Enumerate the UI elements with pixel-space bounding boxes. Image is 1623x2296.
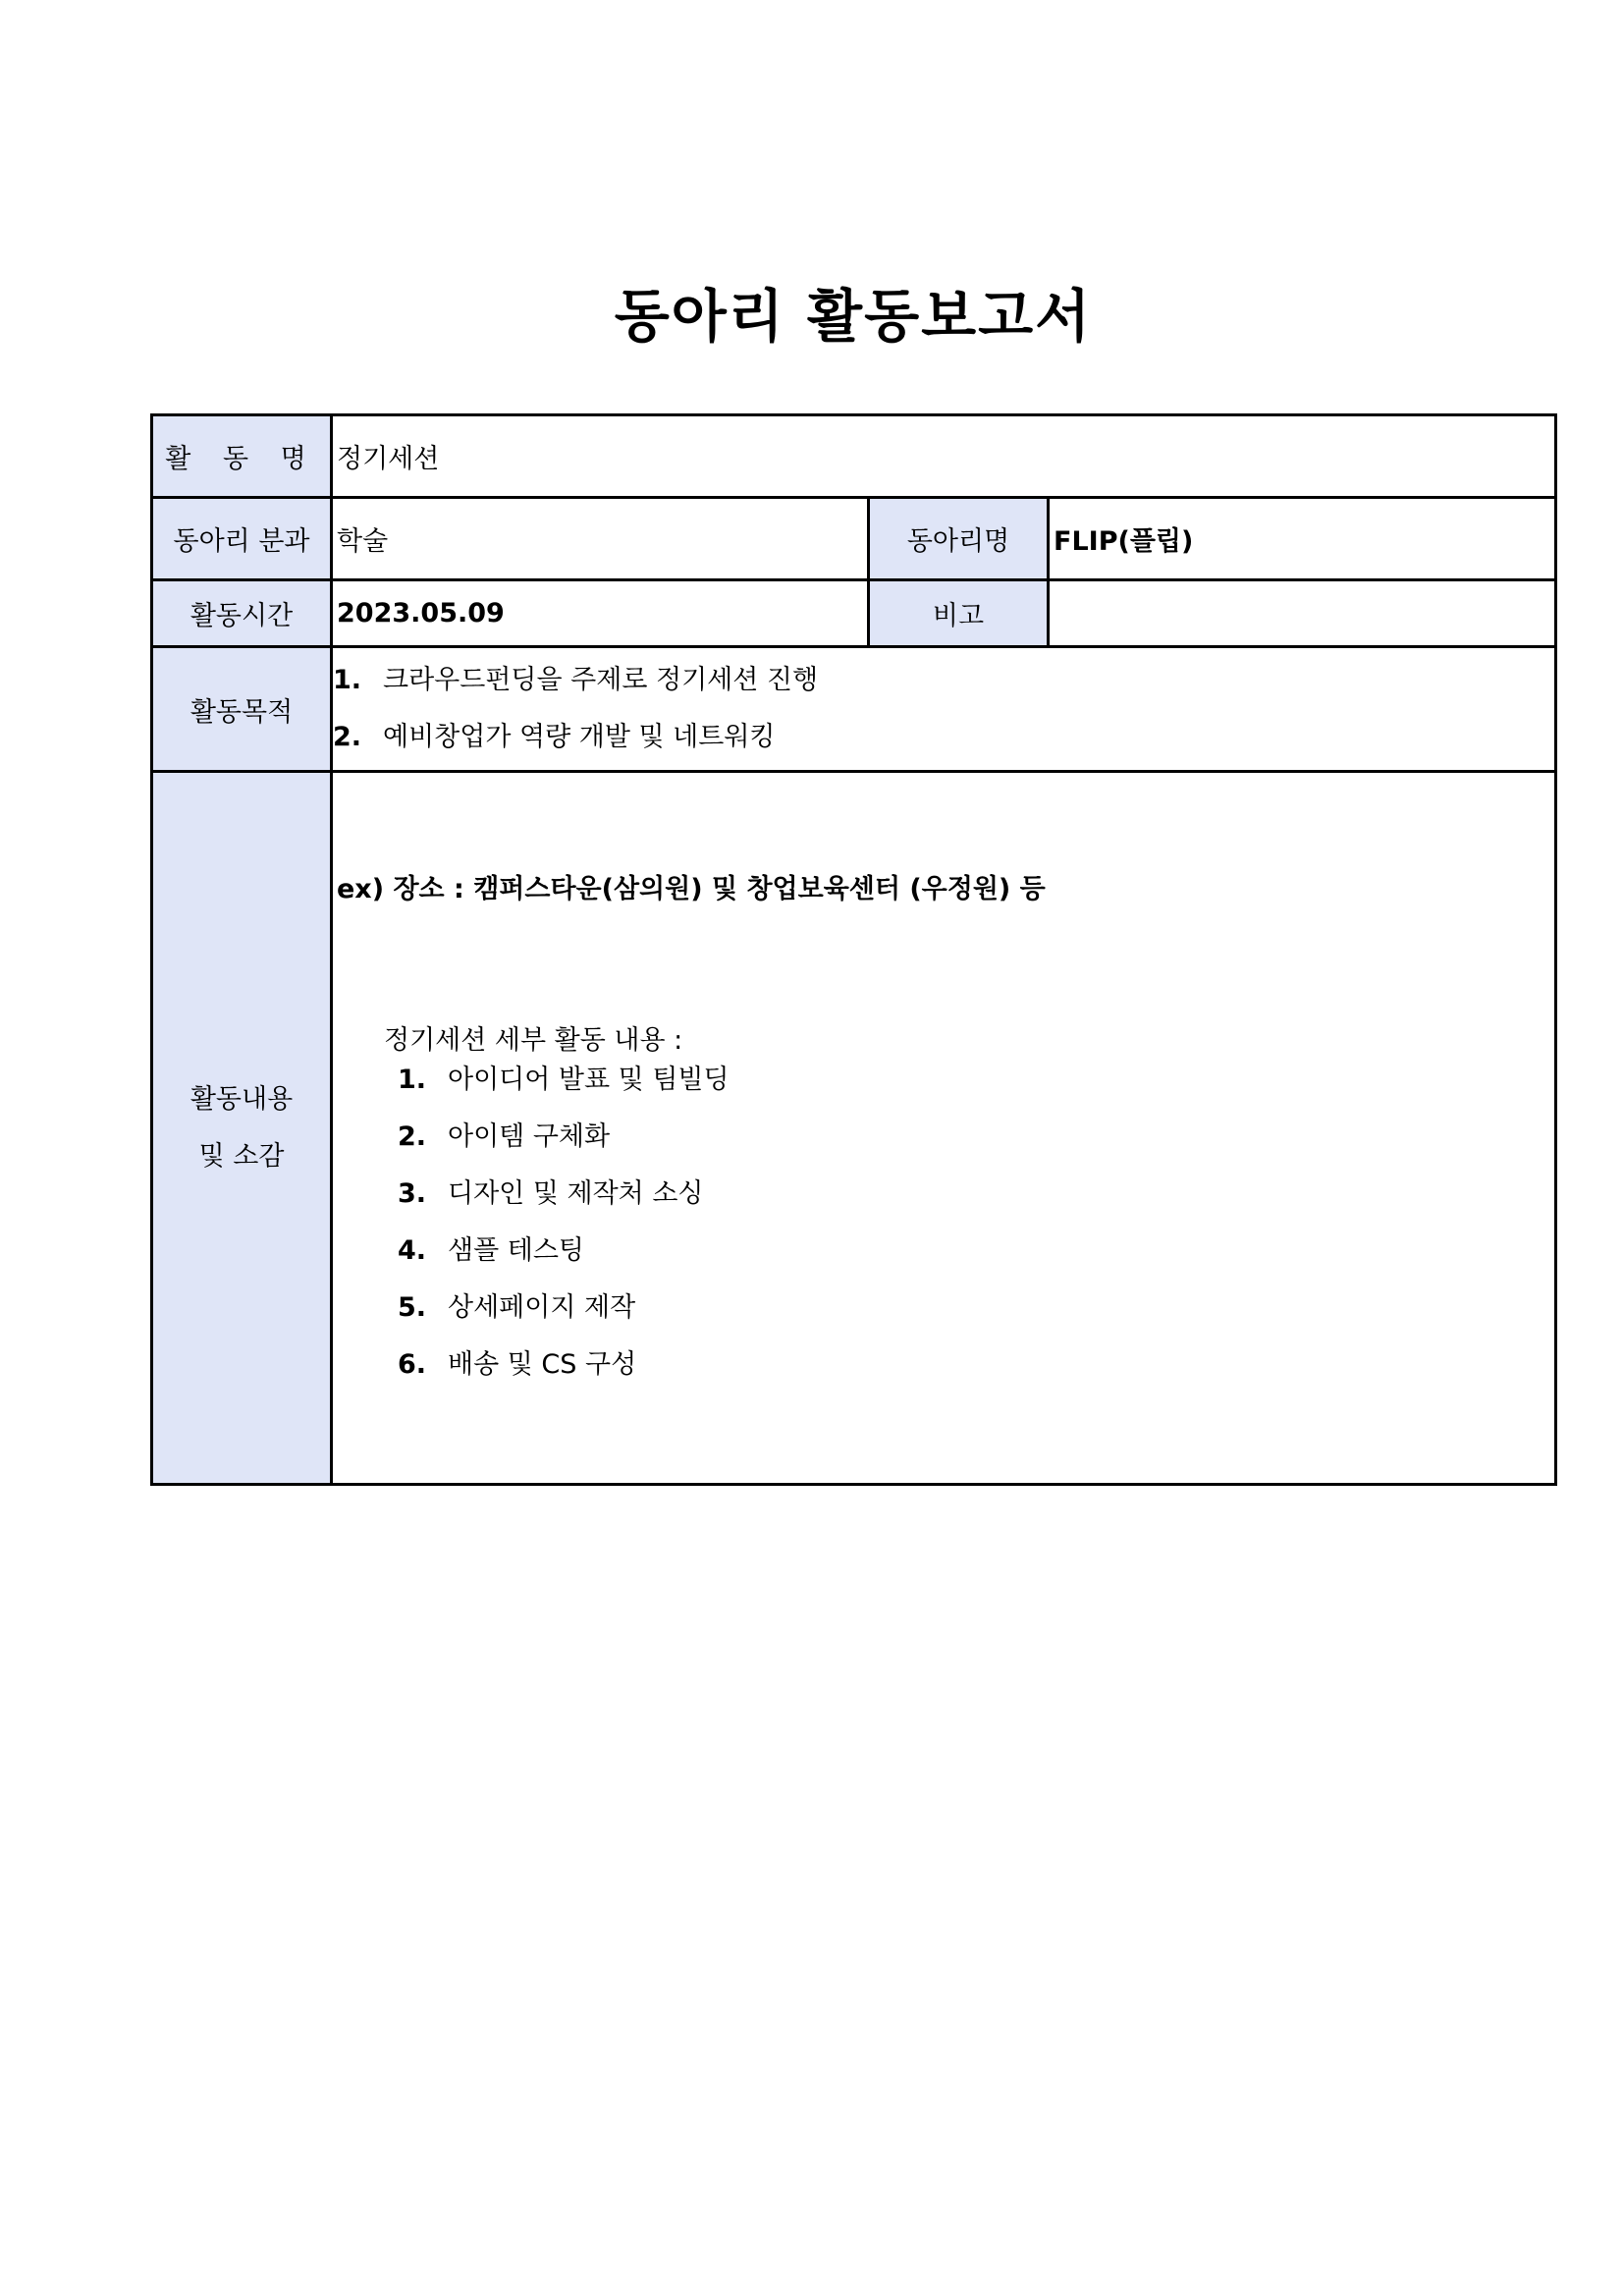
list-item-text: 아이디어 발표 및 팀빌딩 [448, 1065, 730, 1095]
content-value [332, 772, 1556, 1485]
list-item-number: 4. [398, 1235, 427, 1266]
list-item-number: 6. [398, 1349, 427, 1380]
list-item-text: 샘플 테스팅 [448, 1235, 584, 1266]
place-text: ex) 장소 : 캠퍼스타운(삼의원) 및 창업보육센터 (우정원) 등 [337, 874, 1046, 904]
content-label-line1: 활동내용 [189, 1083, 294, 1115]
activity-time-label: 활동시간 [152, 580, 332, 647]
activity-report-table [150, 413, 1557, 1486]
detail-list [398, 1052, 730, 1394]
detail-title: 정기세션 세부 활동 내용 : [384, 1025, 683, 1056]
list-item [333, 652, 1554, 709]
list-item [398, 1280, 730, 1337]
activity-name-label [152, 415, 332, 498]
list-item-text: 크라우드펀딩을 주제로 정기세션 진행 [383, 665, 819, 695]
list-item-number: 2. [398, 1121, 427, 1152]
row-activity-name [152, 415, 1556, 498]
page-title: 동아리 활동보고서 [614, 283, 1093, 350]
activity-time-value: 2023.05.09 [332, 580, 869, 647]
content-label [152, 772, 332, 1485]
list-item-number: 1. [333, 665, 362, 695]
list-item-number: 5. [398, 1292, 427, 1323]
purpose-list [333, 652, 1554, 766]
list-item-text: 예비창업가 역량 개발 및 네트워킹 [383, 722, 776, 752]
list-item [398, 1223, 730, 1280]
club-category-label: 동아리 분과 [152, 498, 332, 580]
list-item [398, 1109, 730, 1166]
club-name-label: 동아리명 [869, 498, 1049, 580]
purpose-label: 활동목적 [152, 647, 332, 772]
list-item-number: 1. [398, 1065, 427, 1095]
list-item [398, 1337, 730, 1394]
content-label-line2: 및 소감 [198, 1140, 285, 1172]
list-item [398, 1166, 730, 1223]
remarks-value [1049, 580, 1556, 647]
club-name-value: FLIP(플립) [1049, 498, 1556, 580]
activity-name-value: 정기세션 [332, 415, 1556, 498]
content-body [333, 773, 1554, 1482]
list-item-text: 배송 및 CS 구성 [448, 1349, 637, 1380]
activity-name-label-text: 활 동 명 [165, 444, 318, 474]
list-item [398, 1052, 730, 1109]
purpose-value [332, 647, 1556, 772]
list-item-number: 3. [398, 1178, 427, 1209]
row-club-category [152, 498, 1556, 580]
list-item-text: 아이템 구체화 [448, 1121, 611, 1152]
row-purpose [152, 647, 1556, 772]
list-item-number: 2. [333, 722, 362, 752]
row-activity-time [152, 580, 1556, 647]
remarks-label: 비고 [869, 580, 1049, 647]
list-item [333, 709, 1554, 766]
list-item-text: 디자인 및 제작처 소싱 [448, 1178, 704, 1209]
row-content [152, 772, 1556, 1485]
list-item-text: 상세페이지 제작 [448, 1292, 636, 1323]
club-category-value: 학술 [332, 498, 869, 580]
